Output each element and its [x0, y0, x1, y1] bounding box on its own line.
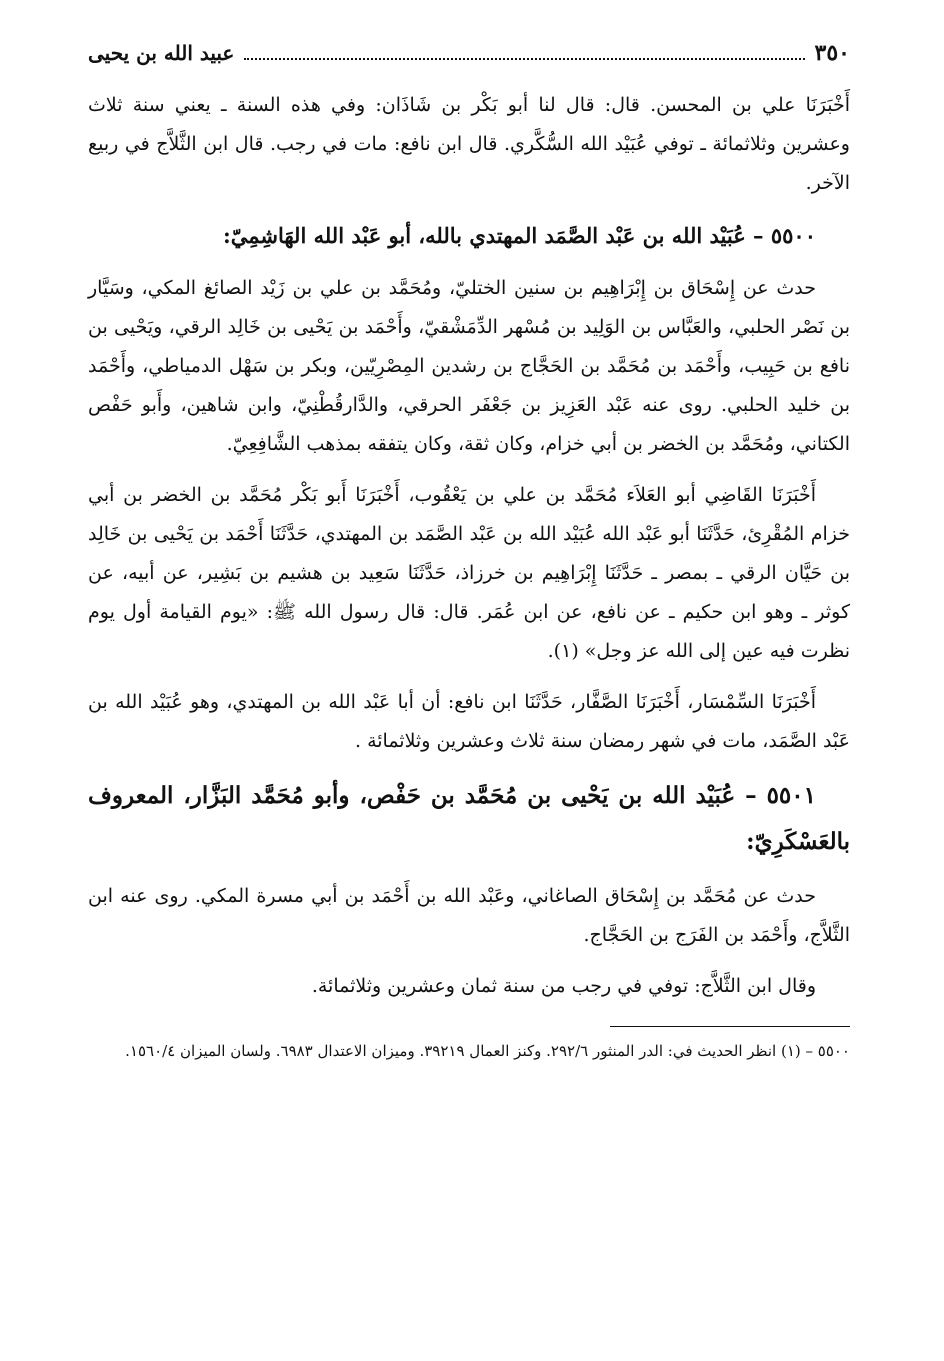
page-number: ٣٥٠: [814, 40, 850, 66]
paragraph-4: أَخْبَرَنَا السِّمْسَار، أَخْبَرَنَا الصَّفَّار، حَدَّثَنَا ابن نافع: أن أبا عَبْد الله بن المهتدي، وهو عُبَيْد الله بن عَبْد الصَّمَد، مات في شهر رمضان سنة ثلاث وعشرين وثلاثمائة .: [88, 691, 850, 752]
entry-5501-title: ٥٥٠١ – عُبَيْد الله بن يَحْيى بن مُحَمَّد بن حَفْص، وأبو مُحَمَّد البَزَّار، المعروف بالعَسْكَرِيّ:: [88, 782, 850, 855]
footnote-separator: [88, 1026, 850, 1027]
paragraph-3: أَخْبَرَنَا القَاضِي أبو العَلاَء مُحَمَّد بن علي بن يَعْقُوب، أَخْبَرَنَا أَبو بَكْر مُحَمَّد بن الخضر بن أبي خزام المُقْرِئ، حَدَّثَنَا أبو عَبْد الله عُبَيْد الله بن عَبْد الصَّمَد بن المهتدي، حَدَّثَنَا أَحْمَد بن يَحْيى بن خَالِد بن حَيَّان الرقي ـ بمصر ـ حَدَّثَنَا إِبْرَاهِيم بن خرزاذ، حَدَّثَنَا سَعِيد بن هشيم بن بَشِير، عن أبيه، عن كوثر ـ وهو ابن حكيم ـ عن نافع، عن ابن عُمَر. قال: قال رسول الله ﷺ: «يوم القيامة أول يوم نظرت فيه عين إلى الله عز وجل» (١).: [88, 484, 851, 662]
paragraph-5: حدث عن مُحَمَّد بن إِسْحَاق الصاغاني، وعَبْد الله بن أَحْمَد بن أبي مسرة المكي. روى عنه ابن الثَّلاَّج، وأَحْمَد بن الفَرَج بن الحَجَّاج.: [88, 885, 850, 946]
footnote-1: ٥٥٠٠ – (١) انظر الحديث في: الدر المنثور ٢٩٢/٦. وكنز العمال ٣٩٢١٩. وميزان الاعتدال ٦٩٨٣. ولسان الميزان ١٥٦٠/٤.: [125, 1042, 850, 1060]
paragraph-6: وقال ابن الثَّلاَّج: توفي في رجب من سنة ثمان وعشرين وثلاثمائة.: [311, 975, 816, 997]
paragraph-2: حدث عن إِسْحَاق بن إِبْرَاهِيم بن سنين الختليّ، ومُحَمَّد بن علي بن زَيْد الصائغ المكي، وسَيَّار بن نَصْر الحلبي، والعَبَّاس بن الوَلِيد بن مُسْهر الدِّمَشْقيّ، وأَحْمَد بن يَحْيى بن خَالِد الرقي، ويَحْيى بن نافع بن حَبِيب، وأَحْمَد بن مُحَمَّد بن الحَجَّاج بن رشدين المِصْرِيّين، وبكر بن سَهْل الدمياطي، وأَحْمَد بن خليد الحلبي. روى عنه عَبْد العَزِيز بن جَعْفَر الحرقي، والدَّارقُطْنِيّ، وابن شاهين، وأَبو حَفْص الكتاني، ومُحَمَّد بن الخضر بن أبي خزام، وكان ثقة، وكان يتفقه بمذهب الشَّافِعِيّ.: [88, 277, 850, 455]
entry-5500-title: ٥٥٠٠ – عُبَيْد الله بن عَبْد الصَّمَد المهتدي بالله، أبو عَبْد الله الهَاشِمِيّ:: [222, 223, 816, 248]
paragraph-1: أَخْبَرَنَا علي بن المحسن. قال: قال لنا أبو بَكْر بن شَاذَان: وفي هذه السنة ـ يعني سنة ثلاث وعشرين وثلاثمائة ـ توفي عُبَيْد الله السُّكَّري. قال ابن نافع: مات في رجب. قال ابن الثَّلاَّج في ربيع الآخر.: [88, 94, 850, 194]
book-page: [88, 40, 850, 1065]
running-title: عبيد الله بن يحيى: [88, 41, 235, 65]
header-dotted-leader: [244, 58, 804, 60]
running-header: [88, 40, 850, 76]
